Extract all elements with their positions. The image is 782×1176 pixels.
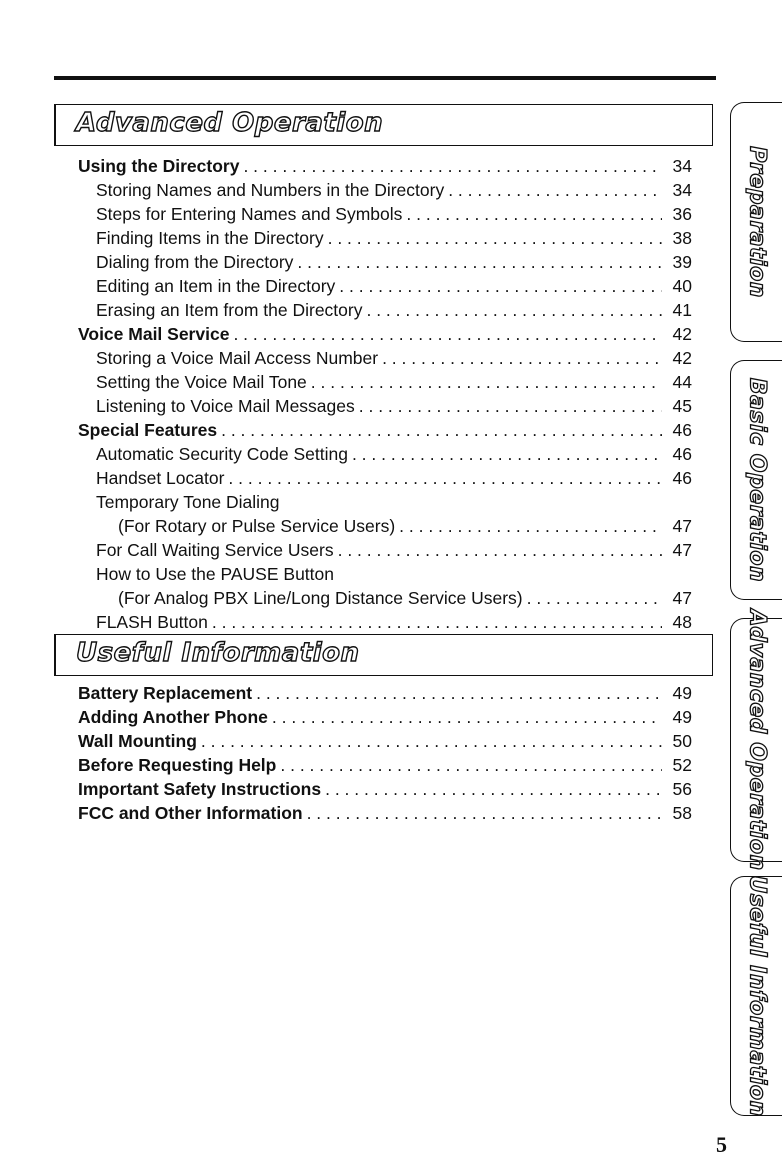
toc-entry-page: 46: [672, 468, 692, 488]
toc-entry-page: 34: [672, 156, 692, 176]
toc-entry-page: 50: [672, 731, 692, 751]
dot-leader: [382, 346, 662, 370]
toc-entry[interactable]: [78, 442, 692, 466]
toc-entry-title: (For Rotary or Pulse Service Users): [118, 516, 396, 536]
toc-entry[interactable]: [78, 490, 692, 514]
toc-entry-page: 58: [672, 803, 692, 823]
toc-useful-information: [78, 681, 692, 825]
dot-leader: [339, 274, 662, 298]
toc-entry[interactable]: [78, 538, 692, 562]
toc-entry[interactable]: [78, 346, 692, 370]
dot-leader: [359, 394, 662, 418]
toc-entry-page: 46: [672, 420, 692, 440]
toc-entry[interactable]: [78, 418, 692, 442]
toc-entry-page: 34: [672, 180, 692, 200]
dot-leader: [338, 538, 662, 562]
toc-entry-title: Important Safety Instructions: [78, 779, 322, 799]
section-title: Advanced Operation: [76, 108, 384, 138]
toc-entry[interactable]: [78, 202, 692, 226]
tab-label: Advanced Operation: [744, 609, 769, 871]
toc-entry-title: Steps for Entering Names and Symbols: [96, 204, 403, 224]
toc-entry[interactable]: [78, 610, 692, 634]
dot-leader: [448, 178, 662, 202]
toc-entry-title: Listening to Voice Mail Messages: [96, 396, 355, 416]
tab-preparation[interactable]: [730, 102, 782, 342]
toc-entry[interactable]: [78, 586, 692, 610]
toc-entry-title: Using the Directory: [78, 156, 240, 176]
dot-leader: [311, 370, 662, 394]
toc-entry-title: FCC and Other Information: [78, 803, 303, 823]
toc-entry[interactable]: [78, 394, 692, 418]
toc-entry-title: FLASH Button: [96, 612, 208, 632]
tab-basic-operation[interactable]: [730, 360, 782, 600]
dot-leader: [233, 322, 662, 346]
toc-entry-page: 49: [672, 707, 692, 727]
toc-entry-title: Battery Replacement: [78, 683, 253, 703]
toc-entry-page: 49: [672, 683, 692, 703]
section-title: Useful Information: [76, 638, 360, 668]
dot-leader: [297, 250, 662, 274]
toc-entry[interactable]: [78, 226, 692, 250]
tab-useful-information[interactable]: [730, 876, 782, 1116]
tab-label: Useful Information: [744, 875, 769, 1117]
dot-leader: [280, 753, 662, 777]
dot-leader: [328, 226, 662, 250]
dot-leader: [352, 442, 662, 466]
toc-entry[interactable]: [78, 753, 692, 777]
toc-entry-page: 47: [672, 588, 692, 608]
toc-entry[interactable]: [78, 801, 692, 825]
toc-entry-page: 56: [672, 779, 692, 799]
toc-entry-title: Temporary Tone Dialing: [96, 492, 280, 512]
toc-entry-title: Special Features: [78, 420, 218, 440]
toc-entry[interactable]: [78, 370, 692, 394]
section-header-advanced-operation: [54, 104, 713, 146]
dot-leader: [201, 729, 662, 753]
toc-entry-page: 48: [672, 612, 692, 632]
toc-entry-page: 46: [672, 444, 692, 464]
toc-entry-page: 42: [672, 324, 692, 344]
toc-entry-title: For Call Waiting Service Users: [96, 540, 334, 560]
toc-entry-title: Erasing an Item from the Directory: [96, 300, 363, 320]
toc-entry[interactable]: [78, 178, 692, 202]
dot-leader: [272, 705, 662, 729]
section-header-useful-information: [54, 634, 713, 676]
toc-entry-page: 40: [672, 276, 692, 296]
tab-advanced-operation[interactable]: [730, 609, 782, 871]
toc-entry[interactable]: [78, 562, 692, 586]
toc-entry-title: Wall Mounting: [78, 731, 197, 751]
toc-entry-title: Handset Locator: [96, 468, 225, 488]
dot-leader: [399, 514, 662, 538]
dot-leader: [228, 466, 662, 490]
top-rule: [54, 76, 716, 80]
toc-entry[interactable]: [78, 322, 692, 346]
toc-entry-title: Storing Names and Numbers in the Directory: [96, 180, 445, 200]
page-number: 5: [716, 1132, 727, 1157]
dot-leader: [325, 777, 662, 801]
toc-entry-page: 47: [672, 516, 692, 536]
toc-entry-title: Adding Another Phone: [78, 707, 268, 727]
toc-advanced-operation: [78, 154, 692, 634]
toc-entry[interactable]: [78, 154, 692, 178]
toc-entry[interactable]: [78, 298, 692, 322]
dot-leader: [366, 298, 662, 322]
toc-entry-page: 45: [672, 396, 692, 416]
toc-entry[interactable]: [78, 274, 692, 298]
toc-entry[interactable]: [78, 705, 692, 729]
toc-entry-title: Setting the Voice Mail Tone: [96, 372, 307, 392]
toc-entry[interactable]: [78, 729, 692, 753]
dot-leader: [307, 801, 662, 825]
toc-entry-title: Voice Mail Service: [78, 324, 230, 344]
tab-label: Basic Operation: [744, 377, 769, 583]
toc-entry-title: (For Analog PBX Line/Long Distance Service Users): [118, 588, 523, 608]
toc-entry-page: 38: [672, 228, 692, 248]
toc-entry-title: How to Use the PAUSE Button: [96, 564, 334, 584]
dot-leader: [212, 610, 662, 634]
toc-entry-title: Automatic Security Code Setting: [96, 444, 348, 464]
toc-entry-title: Editing an Item in the Directory: [96, 276, 336, 296]
toc-entry-page: 47: [672, 540, 692, 560]
toc-entry-page: 39: [672, 252, 692, 272]
toc-entry-page: 36: [672, 204, 692, 224]
toc-entry-page: 52: [672, 755, 692, 775]
tab-label: Preparation: [744, 146, 769, 298]
toc-entry[interactable]: [78, 681, 692, 705]
toc-entry-title: Before Requesting Help: [78, 755, 277, 775]
toc-entry[interactable]: [78, 466, 692, 490]
dot-leader: [527, 586, 662, 610]
toc-entry-page: 44: [672, 372, 692, 392]
toc-entry[interactable]: [78, 514, 692, 538]
toc-entry[interactable]: [78, 250, 692, 274]
toc-entry[interactable]: [78, 777, 692, 801]
toc-entry-page: 41: [672, 300, 692, 320]
toc-entry-title: Finding Items in the Directory: [96, 228, 324, 248]
dot-leader: [406, 202, 662, 226]
dot-leader: [221, 418, 662, 442]
toc-entry-title: Dialing from the Directory: [96, 252, 294, 272]
dot-leader: [256, 681, 662, 705]
dot-leader: [243, 154, 662, 178]
toc-entry-title: Storing a Voice Mail Access Number: [96, 348, 379, 368]
toc-entry-page: 42: [672, 348, 692, 368]
